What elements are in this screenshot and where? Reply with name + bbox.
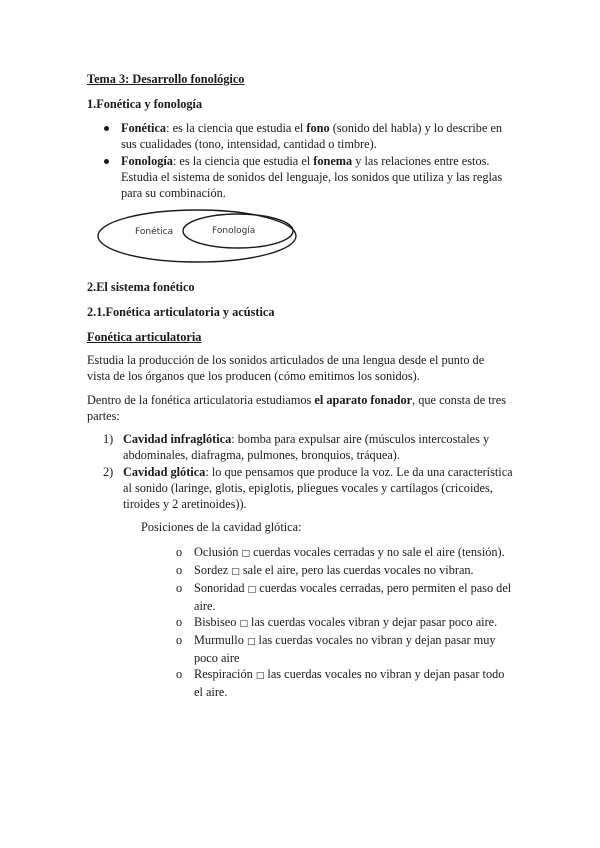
subsection-heading: Fonética articulatoria: [87, 330, 202, 344]
venn-diagram: [95, 206, 300, 266]
positions-label: Posiciones de la cavidad glótica:: [141, 520, 302, 534]
definition-list: [104, 120, 514, 202]
list-item: o Sonoridad □ cuerdas vocales cerradas, pero permiten el paso del aire.: [176, 581, 512, 613]
list-number: 1): [103, 432, 114, 446]
section-2-heading: 2.El sistema fonético: [87, 280, 195, 294]
positions-list: [176, 544, 516, 700]
definition-text: (sonido del habla) y lo describe en sus cualidades (tono, intensidad, cantidad o timbre).: [121, 121, 503, 151]
bullet-dot-icon: [104, 126, 109, 131]
list-item: o Sordez □ sale el aire, pero las cuerdas vocales no vibran.: [176, 563, 474, 577]
outer-label: Fonética: [135, 227, 174, 237]
outer-ellipse: [98, 210, 296, 262]
paragraph: Dentro de la fonética articulatoria estudiamos el aparato fonador, que consta de tres partes:: [87, 393, 506, 423]
inner-label: Fonología: [212, 226, 256, 236]
term: Cavidad infraglótica: [123, 432, 232, 446]
arrow-icon: □: [247, 585, 257, 595]
term-fonologia: Fonología: [121, 154, 173, 168]
numbered-list: [103, 431, 513, 513]
bullet-o-icon: o: [176, 667, 183, 681]
arrow-icon: □: [246, 637, 256, 647]
arrow-icon: □: [239, 619, 248, 629]
section-2-1-heading: 2.1.Fonética articulatoria y acústica: [87, 305, 275, 319]
list-item: [104, 120, 514, 152]
bullet-dot-icon: [104, 159, 109, 164]
bullet-o-icon: o: [176, 563, 183, 577]
term-fonetica: Fonética: [121, 121, 167, 135]
arrow-icon: □: [255, 671, 265, 681]
term: Cavidad glótica: [123, 465, 206, 479]
bullet-o-icon: o: [176, 633, 183, 647]
section-1-heading: 1.Fonética y fonología: [87, 97, 203, 111]
list-item: o Respiración □ las cuerdas vocales no vibran y dejan pasar todo el aire.: [176, 667, 505, 699]
bullet-o-icon: o: [176, 545, 183, 559]
term-fono: fono: [306, 121, 330, 135]
definition-text: : es la ciencia que estudia el: [172, 154, 314, 168]
definition-text: : es la ciencia que estudia el: [166, 121, 307, 135]
bold-phrase: el aparato fonador: [314, 393, 413, 407]
list-item: o Oclusión □ cuerdas vocales cerradas y no sale el aire (tensión).: [176, 545, 505, 559]
document-title: Tema 3: Desarrollo fonológico: [87, 72, 245, 86]
list-item: o Murmullo □ las cuerdas vocales no vibran y dejan pasar muy poco aire: [176, 633, 496, 665]
term-fonema: fonema: [313, 154, 353, 168]
list-item: 1) Cavidad infraglótica: bomba para expulsar aire (músculos intercostales y abdominales, diafragma, pulmones, bronquios, tráquea).: [103, 432, 490, 462]
list-item: 2) Cavidad glótica: lo que pensamos que produce la voz. Le da una característica al sonido (laringe, glotis, epiglotis, pliegues vocales y cartílagos (cricoides, tiroides y 2 aretinoides)).: [103, 465, 513, 511]
list-number: 2): [103, 465, 114, 479]
list-item: [104, 153, 514, 201]
arrow-icon: □: [231, 567, 240, 577]
paragraph: Estudia la producción de los sonidos articulados de una lengua desde el punto de vista de los órganos que los producen (cómo emitimos los sonidos).: [87, 353, 485, 383]
definition-text: y las relaciones entre estos. Estudia el sistema de sonidos del lenguaje, los sonidos que utiliza y las reglas para su combinación.: [121, 154, 503, 200]
arrow-icon: □: [241, 549, 250, 559]
bullet-o-icon: o: [176, 615, 183, 629]
list-item: o Bisbiseo □ las cuerdas vocales vibran y dejar pasar poco aire.: [176, 615, 498, 629]
bullet-o-icon: o: [176, 581, 183, 595]
